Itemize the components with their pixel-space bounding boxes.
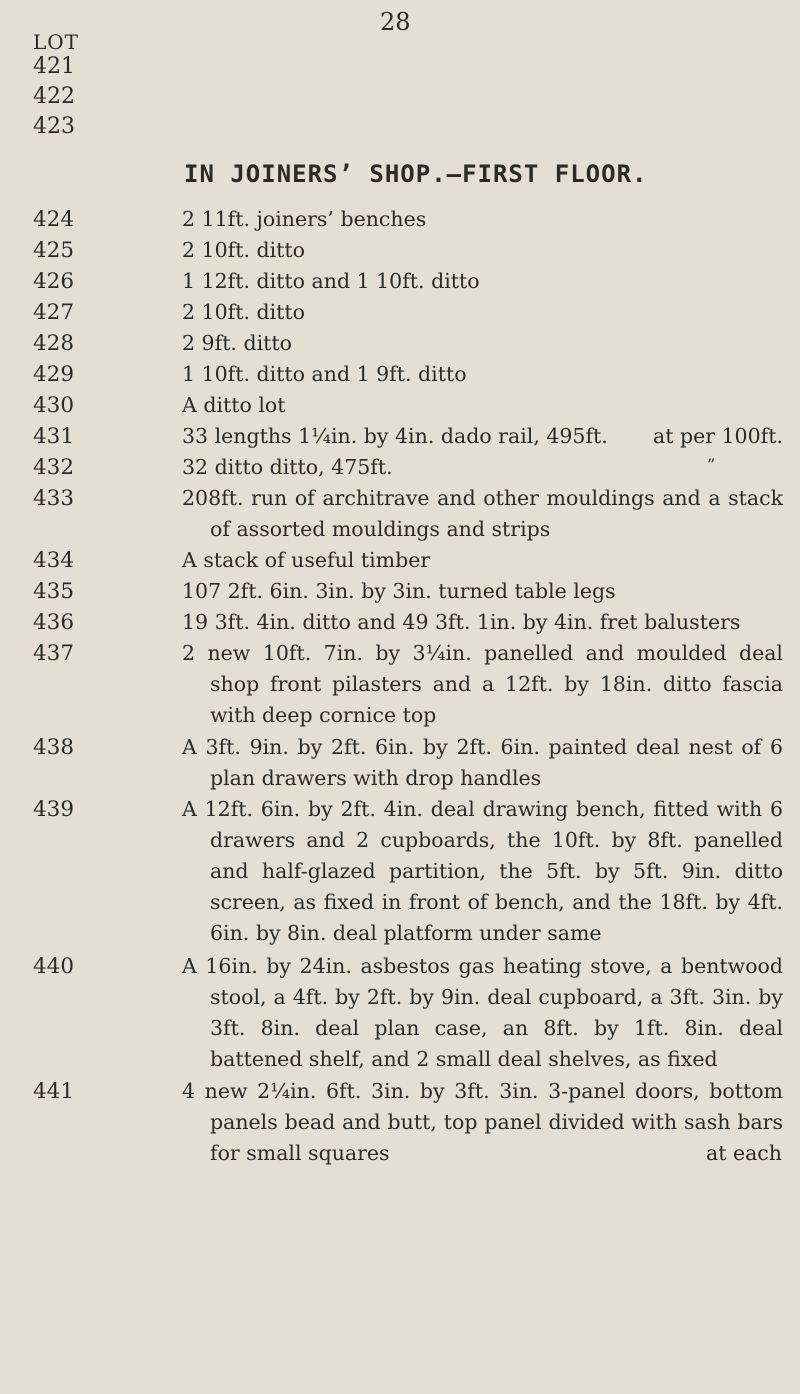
lot-number: 431 [33,424,75,449]
lot-row [33,483,783,545]
lot-description: 208ft. run of architrave and other mouldings and a stack of assorted mouldings and strips [182,486,783,541]
lot-row [33,794,783,949]
lot-number: 438 [33,735,75,760]
lot-description: 1 10ft. ditto and 1 9ft. ditto [182,362,467,386]
lot-description: 1 12ft. ditto and 1 10ft. ditto [182,269,480,293]
lot-row [33,452,783,483]
lot-number: 422 [33,84,75,109]
lot-row [33,297,783,328]
lot-number: 425 [33,238,75,263]
lot-description: 107 2ft. 6in. 3in. by 3in. turned table legs [182,579,616,603]
lot-row [33,576,783,607]
lot-description-text: 4 new 2¼in. 6ft. 3in. by 3ft. 3in. 3-panel doors, bottom panels bead and butt, top panel divided with sash bars for small squares [182,1079,783,1165]
lot-description-text: 33 lengths 1¼in. by 4in. dado rail, 495ft. [182,424,608,448]
lot-row [33,390,783,421]
lot-row [33,951,783,1075]
lot-description: 32 ditto ditto, 475ft. [182,455,393,479]
lot-number: 441 [33,1079,75,1104]
lot-number: 432 [33,455,75,480]
lot-row [33,545,783,576]
lot-description: 19 3ft. 4in. ditto and 49 3ft. 1in. by 4in. fret balusters [182,610,741,634]
lot-description: A 16in. by 24in. asbestos gas heating stove, a bentwood stool, a 4ft. by 2ft. by 9in. deal cupboard, a 3ft. 3in. by 3ft. 8in. deal plan case, an 8ft. by 1ft. 8in. deal battened shelf, and 2 small deal shelves, as fixed [182,954,783,1071]
lot-row [33,359,783,390]
lot-number: 434 [33,548,75,573]
lot-number: 427 [33,300,75,325]
lot-number: 435 [33,579,75,604]
lot-description: 2 9ft. ditto [182,331,292,355]
lot-description: A stack of useful timber [182,548,431,572]
lot-column-header: LOT [33,30,80,54]
section-title: IN JOINERS’ SHOP.—FIRST FLOOR. [184,160,648,188]
lot-description [182,1076,783,1169]
lot-row [33,638,783,731]
lot-number: 433 [33,486,75,511]
lot-price-note: at each [705,1141,782,1165]
lot-row [33,421,783,452]
lot-row [33,204,783,235]
lot-row [33,328,783,359]
lot-row [33,732,783,794]
lot-number: 423 [33,114,75,139]
lot-description: 2 10ft. ditto [182,238,305,262]
lot-description: A ditto lot [182,393,286,417]
page-number: 28 [380,8,411,36]
lot-number: 430 [33,393,75,418]
lot-number: 426 [33,269,75,294]
lot-description: 2 10ft. ditto [182,300,305,324]
lot-number: 437 [33,641,75,666]
lot-row [33,266,783,297]
lot-row [33,235,783,266]
lot-row [33,607,783,638]
lot-description [182,421,783,452]
ditto-mark: ” [707,455,716,474]
lot-description: 2 11ft. joiners’ benches [182,207,427,231]
lot-number: 436 [33,610,75,635]
lot-number: 440 [33,954,75,979]
lot-number: 424 [33,207,75,232]
lot-description: 2 new 10ft. 7in. by 3¼in. panelled and moulded deal shop front pilasters and a 12ft. by 18in. ditto fascia with deep cornice top [182,641,783,727]
lot-number: 429 [33,362,75,387]
lot-price-note: at per 100ft. [652,424,783,448]
lot-description: A 3ft. 9in. by 2ft. 6in. by 2ft. 6in. painted deal nest of 6 plan drawers with drop handles [182,735,783,790]
lot-number: 428 [33,331,75,356]
lot-row [33,1076,783,1169]
lot-description: A 12ft. 6in. by 2ft. 4in. deal drawing bench, fitted with 6 drawers and 2 cupboards, the 10ft. by 8ft. panelled and half-glazed partition, the 5ft. by 5ft. 9in. ditto screen, as fixed in front of bench, and the 18ft. by 4ft. 6in. by 8in. deal platform under same [182,797,783,945]
lot-number: 439 [33,797,75,822]
lot-number: 421 [33,54,75,79]
